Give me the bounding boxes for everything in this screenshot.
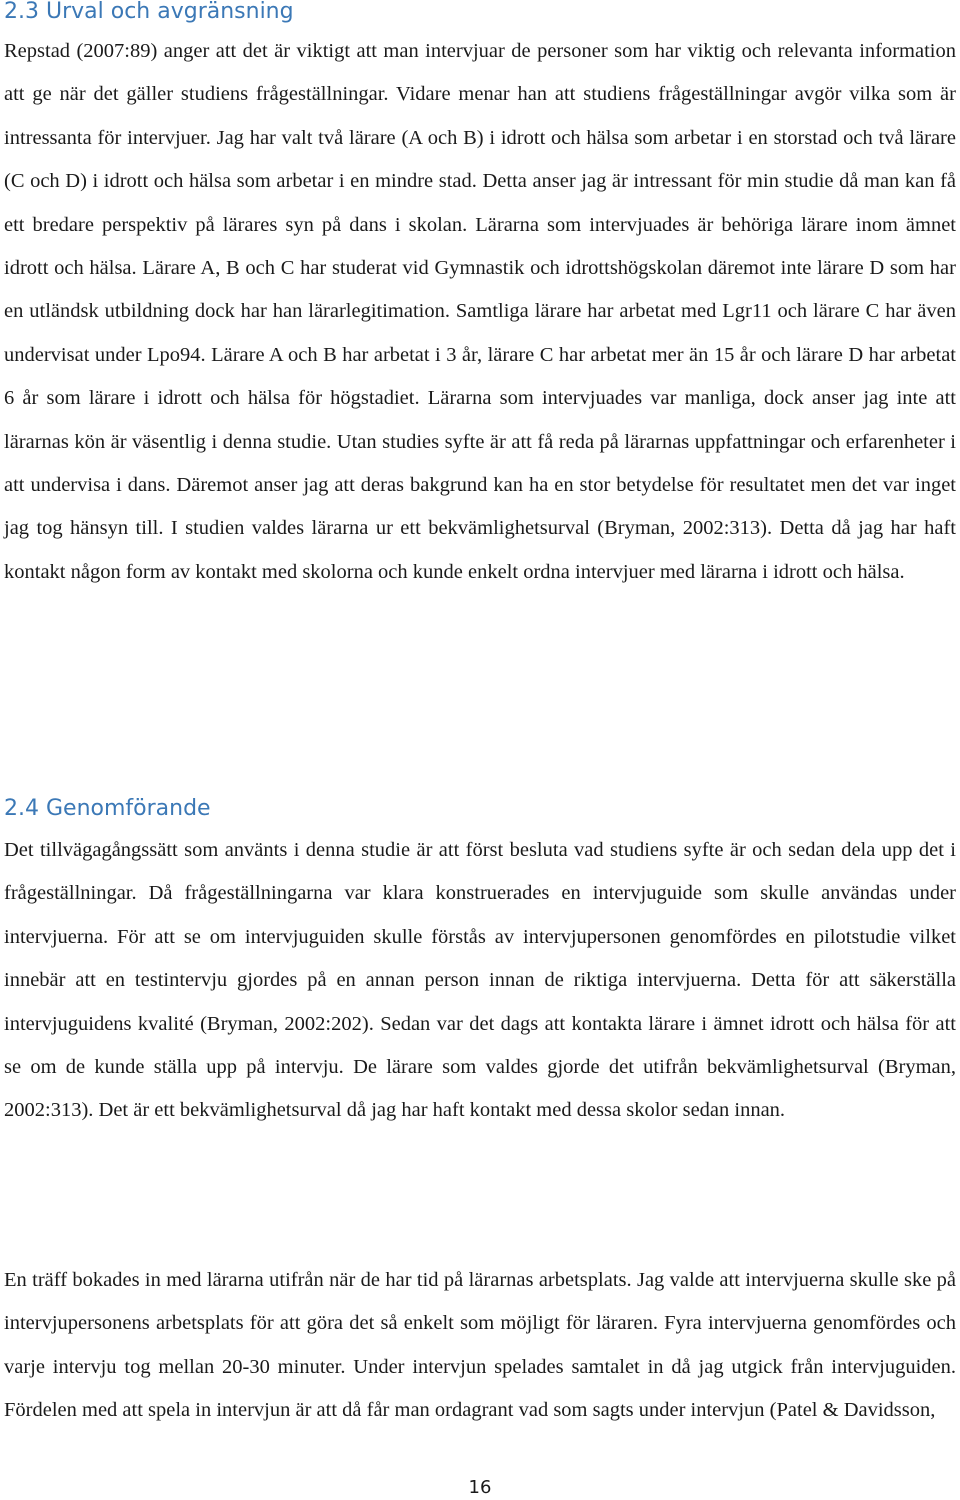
paragraph-genomforande-2: En träff bokades in med lärarna utifrån när de har tid på lärarnas arbetsplats. Jag valde att intervjuerna skulle ske på intervjupersonens arbetsplats för att göra det så enkelt som möjligt för läraren. Fyra intervjuerna genomfördes och varje intervju tog mellan 20-30 minuter. Under intervjun spelades samtalet in då jag utgick från intervjuguiden. Fördelen med att spela in intervjun är att då får man ordagrant vad som sagts under intervjun (Patel & Davidsson,	[4, 1269, 956, 1422]
page-number: 16	[468, 1477, 492, 1498]
paragraph-urval: Repstad (2007:89) anger att det är viktigt att man intervjuar de personer som har viktig och relevanta information att ge när det gäller studiens frågeställningar. Vidare menar han att studiens frågeställningar avgör vilka som är intressanta för intervjuer. Jag har valt två lärare (A och B) i idrott och hälsa som arbetar i en storstad och två lärare (C och D) i idrott och hälsa som arbetar i en mindre stad. Detta anser jag är intressant för min studie då man kan få ett bredare perspektiv på lärares syn på dans i skolan. Lärarna som intervjuades är behöriga lärare inom ämnet idrott och hälsa. Lärare A, B och C har studerat vid Gymnastik och idrottshögskolan däremot inte lärare D som har en utländsk utbildning dock har han lärarlegitimation. Samtliga lärare har arbetat med Lgr11 och lärare C har även undervisat under Lpo94. Lärare A och B har arbetat i 3 år, lärare C har arbetat mer än 15 år och lärare D har arbetat 6 år som lärare i idrott och hälsa för högstadiet. Lärarna som intervjuades var manliga, dock anser jag inte att lärarnas kön är väsentlig i denna studie. Utan studies syfte är att få reda på lärarnas uppfattningar och erfarenheter i att undervisa i dans. Däremot anser jag att deras bakgrund kan ha en stor betydelse för resultatet men det var inget jag tog hänsyn till. I studien valdes lärarna ur ett bekvämlighetsurval (Bryman, 2002:313). Detta då jag har haft kontakt någon form av kontakt med skolorna och kunde enkelt ordna intervjuer med lärarna i idrott och hälsa.	[4, 40, 956, 583]
section-heading-urval: 2.3 Urval och avgränsning	[4, 0, 294, 24]
section-heading-genomforande: 2.4 Genomförande	[4, 796, 211, 821]
paragraph-genomforande-1: Det tillvägagångssätt som använts i denna studie är att först besluta vad studiens syfte är och sedan dela upp det i frågeställningar. Då frågeställningarna var klara konstruerades en intervjuguide som skulle användas under intervjuerna. För att se om intervjuguiden skulle förstås av intervjupersonen genomfördes en pilotstudie vilket innebär att en testintervju gjordes på en annan person innan de riktiga intervjuerna. Detta för att säkerställa intervjuguidens kvalité (Bryman, 2002:202). Sedan var det dags att kontakta lärare i ämnet idrott och hälsa för att se om de kunde ställa upp på intervju. De lärare som valdes gjorde det utifrån bekvämlighetsurval (Bryman, 2002:313). Det är ett bekvämlighetsurval då jag har haft kontakt med dessa skolor sedan innan.	[4, 839, 956, 1122]
